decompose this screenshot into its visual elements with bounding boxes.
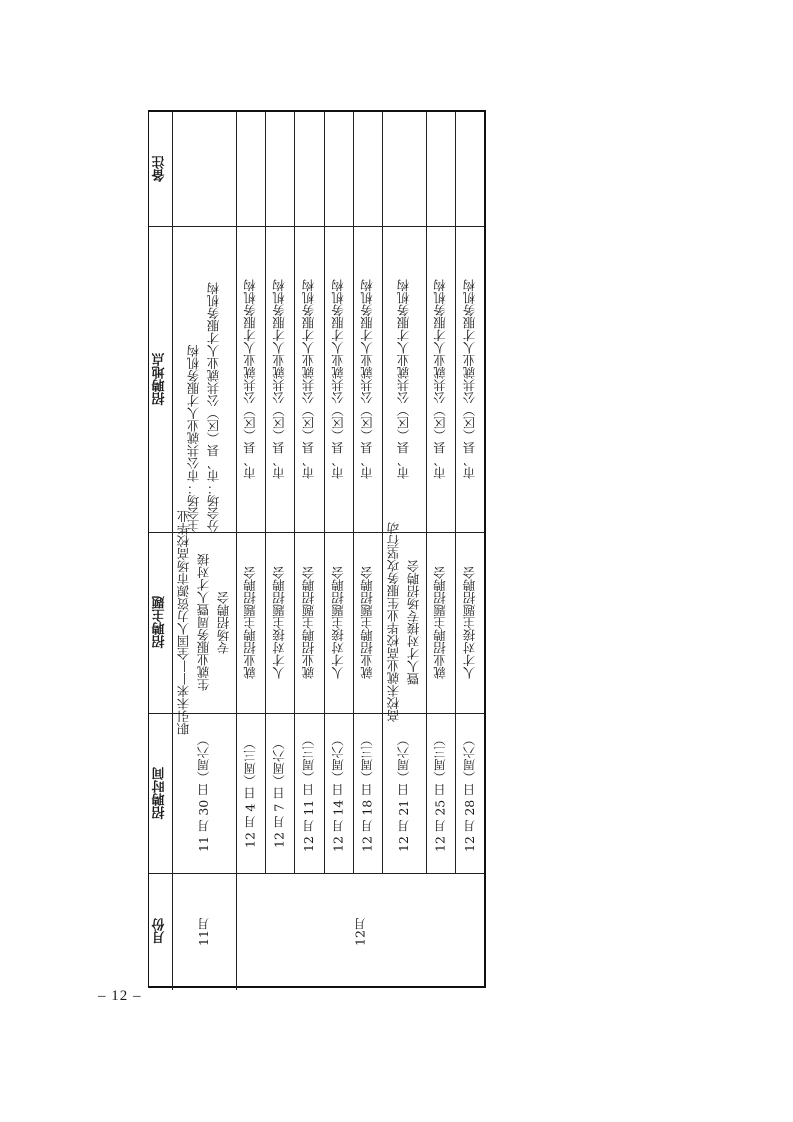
time-cell: 12 月 21 日（周六） — [396, 733, 411, 853]
month-cell-november: 11月 — [196, 917, 211, 946]
time-cell: 12 月 28 日（周六） — [462, 733, 477, 853]
remarks-cell — [455, 112, 485, 226]
time-cell: 11 月 30 日（周六） — [196, 733, 211, 853]
location-cell: 市、县（区）公共就业人才服务机构 — [396, 279, 411, 479]
theme-cell: 人才对接主题招聘会 — [330, 566, 346, 679]
time-cell: 12 月 25 日（周三） — [432, 733, 448, 853]
time-cell: 12 月 7 日（周六） — [271, 737, 287, 849]
recruitment-schedule-table — [148, 110, 486, 988]
location-cell: 市、县（区）公共就业人才服务机构 — [271, 279, 287, 479]
theme-line: 高校未就业高校毕业生服务攻坚行动 — [386, 522, 401, 723]
location-cell: 市、县（区）公共就业人才服务机构 — [432, 279, 448, 479]
time-cell: 12 月 4 日（周三） — [242, 737, 258, 849]
theme-cell — [172, 510, 236, 735]
remarks-cell — [426, 112, 455, 226]
location-cell: 市、县（区）公共就业人才服务机构 — [462, 279, 477, 479]
location-cell: 市、县（区）公共就业人才服务机构 — [301, 279, 316, 479]
header-theme: 招聘主题 — [152, 596, 168, 649]
time-cell: 12 月 11 日（周三） — [301, 733, 316, 853]
remarks-cell — [324, 112, 353, 226]
remarks-cell — [294, 112, 324, 226]
remarks-cell — [353, 112, 382, 226]
remarks-cell — [172, 112, 236, 226]
location-cell — [172, 226, 236, 532]
page-number: – 12 – — [98, 988, 142, 1004]
location-line: 分会场：市、县（区）公共就业人才服务机构 — [206, 282, 221, 532]
header-remarks: 备注 — [152, 156, 168, 182]
theme-cell: 就业招聘主题招聘会 — [301, 566, 316, 679]
header-location: 招聘地点 — [152, 353, 168, 405]
theme-cell: 就业招聘主题招聘会 — [359, 566, 375, 679]
location-cell: 市、县（区）公共就业人才服务机构 — [359, 279, 375, 479]
remarks-cell — [382, 112, 426, 226]
theme-cell: 就业招聘主题招聘会 — [432, 566, 448, 679]
time-cell: 12 月 14 日（周六） — [330, 733, 346, 853]
theme-cell: 人才对接主题招聘会 — [462, 566, 477, 679]
theme-cell: 人才对接主题招聘会 — [271, 566, 287, 679]
theme-line: 生就业服务周暨人才对接 — [196, 553, 211, 692]
theme-line: 专场招聘会 — [216, 591, 231, 654]
remarks-cell — [236, 112, 265, 226]
location-line: 主会场：市公共就业人才服务机构 — [186, 344, 201, 532]
time-cell: 12 月 18 日（周三） — [359, 733, 375, 853]
theme-cell: 就业招聘主题招聘会 — [242, 566, 258, 679]
theme-line: 暨人才对接专场招聘会 — [406, 560, 421, 685]
location-cell: 市、县（区）公共就业人才服务机构 — [330, 279, 346, 479]
location-cell: 市、县（区）公共就业人才服务机构 — [242, 279, 258, 479]
month-cell-december: 12月 — [352, 917, 368, 946]
header-month: 月份 — [152, 918, 168, 945]
theme-cell — [382, 522, 426, 723]
remarks-cell — [265, 112, 294, 226]
header-time: 招聘时间 — [152, 767, 168, 819]
theme-line: 职引未来——全国人力资源市场高校毕业 — [176, 510, 191, 735]
